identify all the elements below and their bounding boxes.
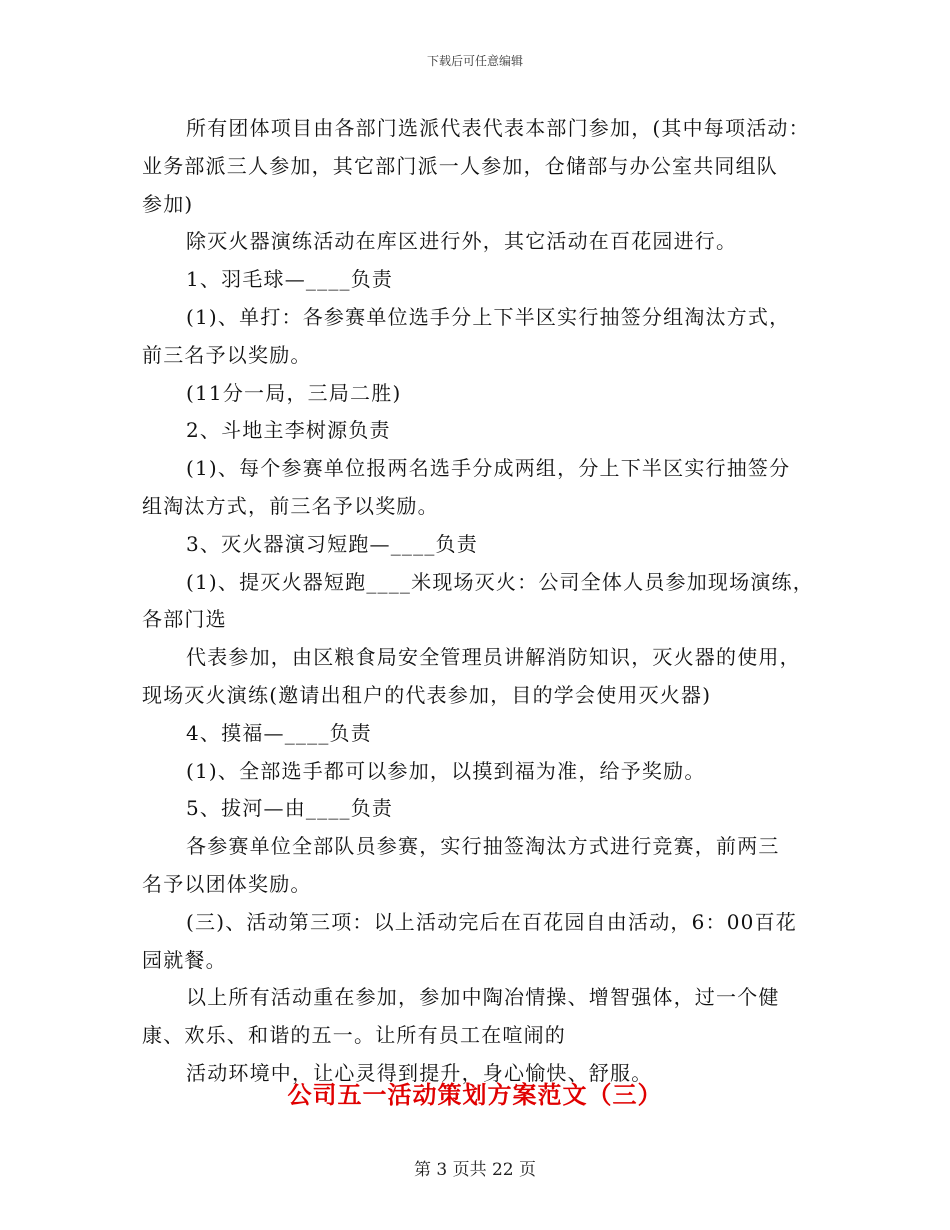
paragraph-line: 活动环境中，让心灵得到提升，身心愉快、舒服。 xyxy=(186,1060,653,1085)
paragraph-line: 组淘汰方式，前三名予以奖励。 xyxy=(142,493,439,518)
paragraph-line: 各参赛单位全部队员参赛，实行抽签淘汰方式进行竞赛，前两三 xyxy=(186,834,780,859)
paragraph-line: (1)、全部选手都可以参加，以摸到福为准，给予奖励。 xyxy=(186,758,706,783)
paragraph-line: 业务部派三人参加，其它部门派一人参加，仓储部与办公室共同组队 xyxy=(142,153,778,178)
paragraph-line: (1)、提灭火器短跑____米现场灭火：公司全体人员参加现场演练， xyxy=(186,569,814,594)
paragraph-line: 除灭火器演练活动在库区进行外，其它活动在百花园进行。 xyxy=(186,229,738,254)
paragraph-line: 名予以团体奖励。 xyxy=(142,871,312,896)
section-heading: 公司五一活动策划方案范文（三） xyxy=(287,1080,663,1109)
item-heading-doudizhu: 2、斗地主李树源负责 xyxy=(186,418,391,443)
item-heading-mofu: 4、摸福—____负责 xyxy=(186,720,372,745)
paragraph-line: 康、欢乐、和谐的五一。让所有员工在喧闹的 xyxy=(142,1023,566,1048)
item-heading-tug-of-war: 5、拔河—由____负责 xyxy=(186,796,394,821)
item-heading-badminton: 1、羽毛球—____负责 xyxy=(186,267,394,292)
paragraph-line: 园就餐。 xyxy=(142,947,227,972)
page-footer-number: 第 3 页共 22 页 xyxy=(413,1160,537,1180)
paragraph-line: (11分一局，三局二胜) xyxy=(186,380,402,405)
paragraph-line: 以上所有活动重在参加，参加中陶冶情操、增智强体，过一个健 xyxy=(186,985,780,1010)
paragraph-line: (1)、每个参赛单位报两名选手分成两组，分上下半区实行抽签分 xyxy=(186,456,791,481)
page-header-note: 下载后可任意编辑 xyxy=(426,54,523,68)
paragraph-line: 参加) xyxy=(142,191,194,216)
document-body xyxy=(142,110,822,1093)
paragraph-line: 前三名予以奖励。 xyxy=(142,342,312,367)
paragraph-line: 现场灭火演练(邀请出租户的代表参加，目的学会使用灭火器) xyxy=(142,682,712,707)
paragraph-line: (三)、活动第三项：以上活动完后在百花园自由活动，6：00百花 xyxy=(186,909,797,934)
paragraph-line: (1)、单打：各参赛单位选手分上下半区实行抽签分组淘汰方式， xyxy=(186,304,791,329)
paragraph-line: 代表参加，由区粮食局安全管理员讲解消防知识，灭火器的使用， xyxy=(186,645,801,670)
paragraph-line: 各部门选 xyxy=(142,607,227,632)
paragraph-line: 所有团体项目由各部门选派代表代表本部门参加，(其中每项活动： xyxy=(186,116,810,140)
item-heading-fire-extinguisher: 3、灭火器演习短跑—____负责 xyxy=(186,531,478,556)
